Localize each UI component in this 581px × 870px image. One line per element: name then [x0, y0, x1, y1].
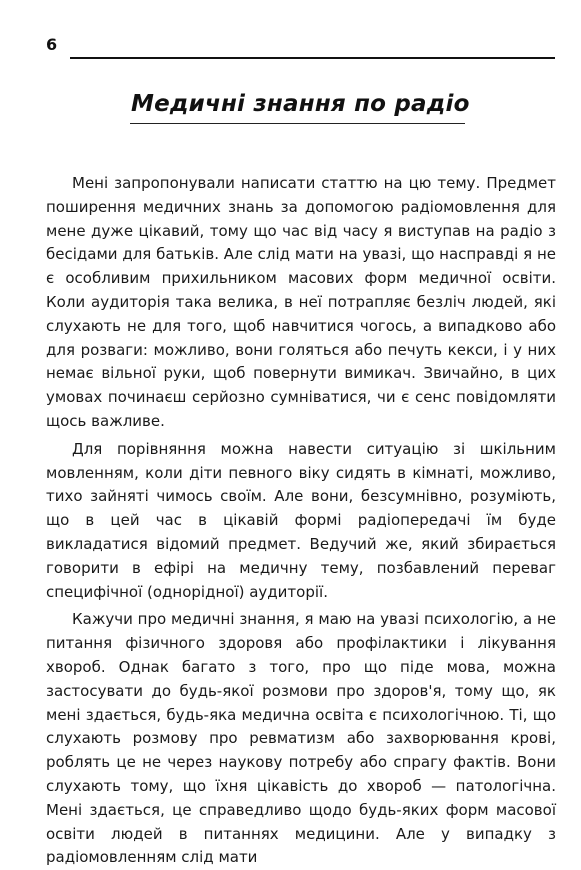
- paragraph-1: Мені запропонували написати статтю на цю тему. Предмет поширення медичних знань за допомогою радіомовлення для мене дуже цікавий, тому що час від часу я виступав на радіо з бесідами для батьків. Але слід мати на увазі, що насправді я не є особливим прихильником масових форм медичної освіти. Коли аудиторія така велика, в неї потрапляє безліч людей, які слухають не для того, щоб навчитися чогось, а випадково або для розваги: можливо, вони голяться або печуть кекси, і у них немає вільної руки, щоб повернути вимикач. Звичайно, в цих умовах починаєш серйозно сумніватися, чи є сенс повідомляти щось важливе.: [46, 174, 556, 430]
- chapter-title: Медичні знання по радіо: [131, 91, 470, 117]
- paragraph-2: Для порівняння можна навести ситуацію зі шкільним мовленням, коли діти певного віку сидять в кімнаті, можливо, тихо зайняті чимось своїм. Але вони, безсумнівно, розуміють, що в цей час в цікавій формі радіопередачі їм буде викладатися відомий предмет. Ведучий же, який збирається говорити в ефірі на медичну тему, позбавлений переваг специфічної (однорідної) аудиторії.: [46, 439, 556, 601]
- title-underline: [130, 123, 465, 124]
- header-rule: [70, 57, 555, 59]
- paragraph-3: Кажучи про медичні знання, я маю на увазі психологію, а не питання фізичного здоровя або профілактики і лікування хвороб. Однак багато з того, про що піде мова, можна застосувати до будь-якої розмови про здоров'я, тому що, як мені здається, будь-яка медична освіта є психологічною. Ті, що слухають розмову про ревматизм або захворювання крові, роблять це не через наукову потребу або спрагу фактів. Вони слухають тому, що їхня цікавість до хвороб — патологічна. Мені здається, це справедливо щодо будь-яких форм масової освіти людей в питаннях медицини. Але у випадку з радіомовленням слід мати: [46, 610, 556, 867]
- body-text: [46, 172, 556, 870]
- page-number: 6: [46, 35, 58, 54]
